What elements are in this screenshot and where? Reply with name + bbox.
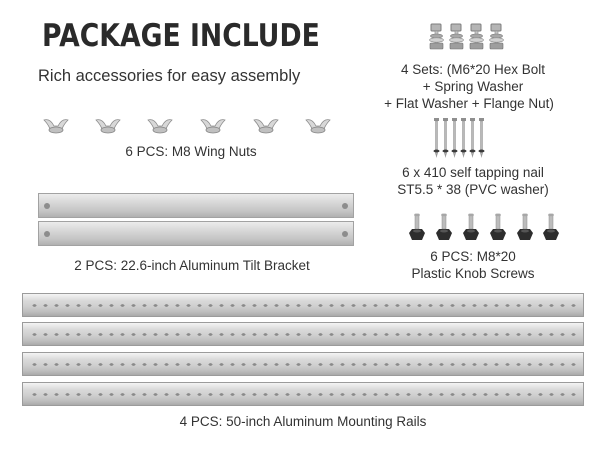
wing-nuts-caption: 6 PCS: M8 Wing Nuts [125,144,257,159]
nails-caption-line: ST5.5 * 38 (PVC washer) [397,182,549,197]
knob-screws-caption-line: 6 PCS: M8*20 [430,249,516,264]
wing-nuts-image [42,116,342,138]
tilt-bracket-image [38,221,354,246]
nails-caption [383,164,563,198]
knob-screws-caption [383,248,563,282]
bracket-hole [44,231,50,237]
hex-bolt-caption [383,61,563,112]
hex-bolt-sets-image [425,22,521,56]
nails-caption-line: 6 x 410 self tapping nail [402,165,544,180]
self-tapping-nails-image [432,117,496,163]
hex-bolt-caption-line: + Flat Washer + Flange Nut) [384,96,554,111]
page-subtitle: Rich accessories for easy assembly [38,67,301,85]
knob-screws-image [408,213,560,245]
tilt-bracket-caption: 2 PCS: 22.6-inch Aluminum Tilt Bracket [74,258,310,273]
bracket-hole [44,203,50,209]
hex-bolt-caption-line: + Spring Washer [422,79,524,94]
mounting-rail-image [22,382,584,406]
mounting-rail-image [22,322,584,346]
mounting-rails-caption: 4 PCS: 50-inch Aluminum Mounting Rails [179,414,427,429]
page-title: PACKAGE INCLUDE [42,18,320,54]
knob-screws-caption-line: Plastic Knob Screws [411,266,535,281]
bracket-hole [342,203,348,209]
hex-bolt-caption-line: 4 Sets: (M6*20 Hex Bolt [400,62,546,77]
mounting-rail-image [22,293,584,317]
tilt-bracket-image [38,193,354,218]
bracket-hole [342,231,348,237]
mounting-rail-image [22,352,584,376]
